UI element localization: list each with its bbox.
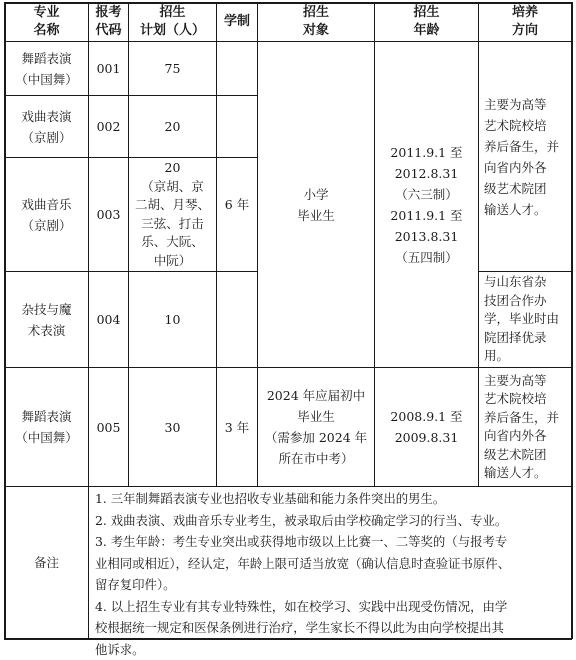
row3-plan: 20 （京胡、京 二胡、月琴、 三弦、打击 乐、大阮、 中阮）	[129, 158, 216, 271]
header-plan: 招生 计划（人）	[129, 3, 216, 41]
row5-major: 舞蹈表演 （中国舞）	[5, 368, 88, 486]
remark-line: 校根据统一规定和医保条例进行治疗，学生家长不得以此为由向学校提出其	[95, 617, 565, 639]
header-target: 招生 对象	[258, 3, 374, 41]
group1-years: 6 年	[217, 42, 257, 367]
remarks-content	[89, 488, 571, 638]
row4-major: 杂技与魔 术表演	[5, 272, 88, 367]
row2-major: 戏曲表演 （京剧）	[5, 96, 88, 157]
header-years: 学制	[217, 3, 257, 41]
row4-code: 004	[89, 272, 128, 367]
header-direction: 培养 方向	[479, 3, 571, 41]
remark-line: 4. 以上招生专业有其专业特殊性，如在校学习、实践中出现受伤情况，由学	[95, 596, 565, 618]
row5-code: 005	[89, 368, 128, 486]
row1-plan: 75	[129, 42, 216, 95]
remark-line: 3. 考生年龄：考生专业突出或获得地市级以上比赛一、二等奖的（与报考专	[95, 531, 565, 553]
row3-code: 003	[89, 158, 128, 271]
header-major: 专业 名称	[5, 3, 88, 41]
group2-target: 2024 年应届初中 毕业生 （需参加 2024 年 所在市中考）	[258, 368, 374, 486]
group2-age: 2008.9.1 至 2009.8.31	[375, 368, 478, 486]
group2-years: 3 年	[217, 368, 257, 486]
remark-line: 他诉求。	[95, 639, 565, 660]
group1-age: 2011.9.1 至 2012.8.31 （六三制） 2011.9.1 至 2013.8.31 （五四制）	[375, 42, 478, 367]
hline-row5	[4, 486, 572, 487]
remark-line: 2. 戏曲表演、戏曲音乐专业考生，被录取后由学校确定学习的行当、专业。	[95, 510, 565, 532]
row1-major: 舞蹈表演 （中国舞）	[5, 42, 88, 95]
header-code: 报考 代码	[89, 3, 128, 41]
row5-plan: 30	[129, 368, 216, 486]
remark-line: 1. 三年制舞蹈表演专业也招收专业基础和能力条件突出的男生。	[95, 488, 565, 510]
remark-line: 留存复印件）。	[95, 574, 565, 596]
remarks-label: 备注	[5, 487, 88, 638]
group2-direction: 主要为高等 艺术院校培 养后备生，并 向省内外各 级艺术院团 输送人才。	[479, 368, 571, 486]
row3-major: 戏曲音乐 （京剧）	[5, 158, 88, 271]
table-border-right	[571, 2, 573, 639]
header-age: 招生 年龄	[375, 3, 478, 41]
row1-code: 001	[89, 42, 128, 95]
group1-target: 小学 毕业生	[258, 42, 374, 367]
group1-direction-arts: 主要为高等 艺术院校培 养后备生，并 向省内外各 级艺术院团 输送人才。	[479, 42, 571, 271]
row4-plan: 10	[129, 272, 216, 367]
row2-code: 002	[89, 96, 128, 157]
row2-plan: 20	[129, 96, 216, 157]
group1-direction-acrobatics: 与山东省杂 技团合作办 学，毕业时由 院团择优录 用。	[479, 272, 571, 367]
remark-line: 业相同或相近），经认定，年龄上限可适当放宽（确认信息时查验证书原件、	[95, 553, 565, 575]
